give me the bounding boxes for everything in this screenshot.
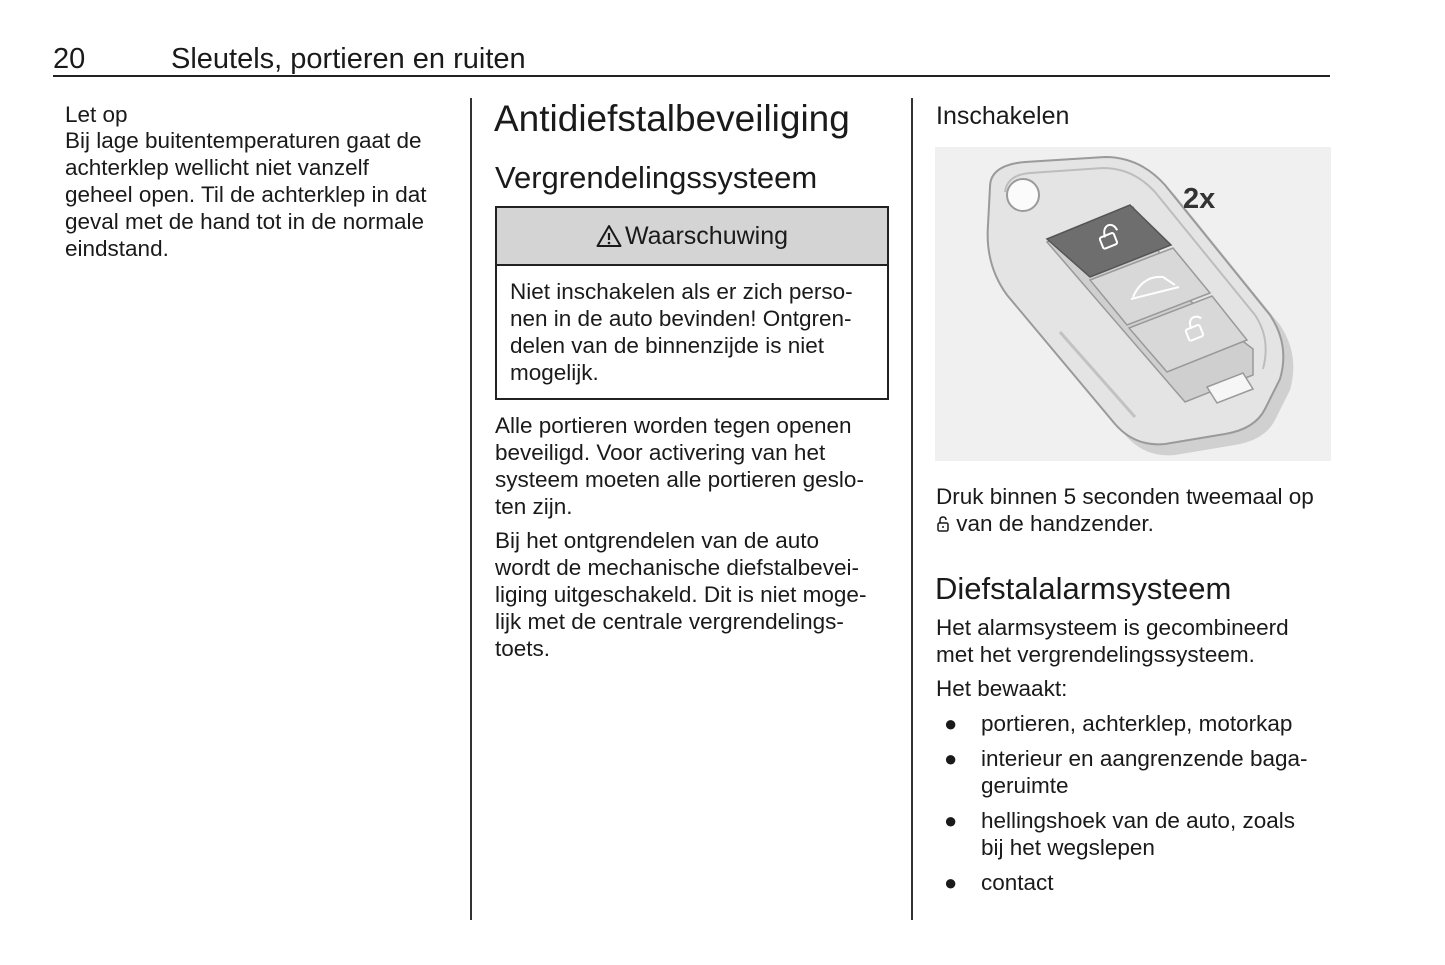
subheading-locking-system: Vergrendelingssysteem — [495, 160, 818, 195]
paragraph-line: liging uitgeschakeld. Dit is niet moge- — [495, 582, 867, 607]
alarm-intro — [936, 614, 1336, 668]
list-item-line: hellingshoek van de auto, zoals — [981, 808, 1295, 833]
note-line: geheel open. Til de achterklep in dat — [65, 182, 427, 207]
paragraph-line: systeem moeten alle portieren geslo- — [495, 467, 864, 492]
unlock-icon — [936, 515, 950, 533]
list-item-line: bij het wegslepen — [981, 835, 1155, 860]
paragraph-line: toets. — [495, 636, 551, 661]
paragraph-line: lijk met de centrale vergrendelings- — [495, 609, 844, 634]
note-label: Let op — [65, 102, 128, 127]
note-text — [65, 127, 460, 262]
note-line: geval met de hand tot in de normale — [65, 209, 424, 234]
chapter-title: Sleutels, portieren en ruiten — [171, 43, 526, 75]
paragraph-line: ten zijn. — [495, 494, 573, 519]
subheading-activate: Inschakelen — [936, 102, 1070, 130]
note-line: Bij lage buitentemperaturen gaat de — [65, 128, 422, 153]
list-item — [936, 869, 1336, 896]
bullet-icon: ● — [944, 808, 958, 833]
warning-line: Niet inschakelen als er zich perso- — [510, 279, 853, 304]
list-item-line: contact — [981, 870, 1054, 895]
note-line: eindstand. — [65, 236, 169, 261]
paragraph-line: beveiligd. Voor activering van het — [495, 440, 826, 465]
intro-line: Het alarmsysteem is gecombineerd — [936, 615, 1289, 640]
paragraph-line: Alle portieren worden tegen openen — [495, 413, 852, 438]
instruction-line-text: van de handzender. — [950, 511, 1154, 536]
paragraph-unlocking — [495, 527, 895, 662]
bullet-icon: ● — [944, 746, 958, 771]
monitors-label: Het bewaakt: — [936, 676, 1068, 701]
warning-line: delen van de binnenzijde is niet — [510, 333, 824, 358]
section-heading-antitheft: Antidiefstalbeveiliging — [494, 98, 850, 139]
section-heading-alarm: Diefstalalarmsysteem — [935, 571, 1232, 606]
header-rule — [53, 75, 1330, 77]
bullet-icon: ● — [944, 870, 958, 895]
column-divider-right — [911, 98, 913, 920]
column-divider-left — [470, 98, 472, 920]
warning-box — [495, 206, 889, 400]
note-line: achterklep wellicht niet vanzelf — [65, 155, 369, 180]
intro-line: met het vergrendelingssysteem. — [936, 642, 1255, 667]
list-item-line: portieren, achterklep, motorkap — [981, 711, 1293, 736]
instruction-text — [936, 483, 1336, 537]
monitored-items-list — [936, 710, 1336, 904]
key-fob-image — [935, 147, 1331, 461]
warning-triangle-icon — [596, 224, 622, 248]
warning-header — [497, 208, 887, 266]
paragraph-line: Bij het ontgrendelen van de auto — [495, 528, 819, 553]
list-item — [936, 745, 1336, 799]
list-item-line: interieur en aangrenzende baga- — [981, 746, 1308, 771]
paragraph-line: wordt de mechanische diefstalbevei- — [495, 555, 859, 580]
instruction-line-2 — [936, 510, 1336, 537]
instruction-line: Druk binnen 5 seconden tweemaal op — [936, 484, 1314, 509]
warning-line: nen in de auto bevinden! Ontgren- — [510, 306, 852, 331]
paragraph-doors-locked — [495, 412, 895, 520]
page-number: 20 — [53, 43, 86, 75]
press-count-label: 2x — [1183, 183, 1216, 215]
warning-title: Waarschuwing — [624, 221, 789, 250]
warning-line: mogelijk. — [510, 360, 599, 385]
bullet-icon: ● — [944, 711, 958, 736]
key-fob-illustration — [935, 147, 1331, 461]
warning-text — [497, 266, 887, 386]
list-item — [936, 807, 1336, 861]
list-item-line: geruimte — [981, 773, 1069, 798]
list-item — [936, 710, 1336, 737]
